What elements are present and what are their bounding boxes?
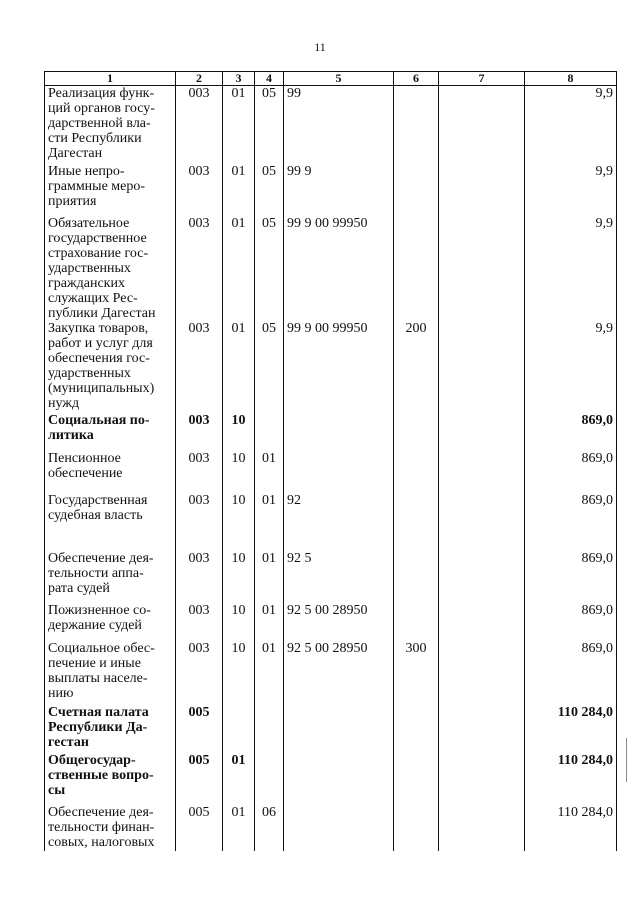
column-7-value — [439, 164, 525, 216]
column-7-value — [439, 451, 525, 493]
ministry-code: 003 — [176, 321, 223, 413]
subsection-code: 01 — [255, 551, 284, 603]
item-name: Счетная палата Республики Да- гестан — [45, 705, 176, 753]
header-col-5: 5 — [284, 72, 394, 86]
ministry-code: 003 — [176, 551, 223, 603]
subsection-code: 05 — [255, 321, 284, 413]
subsection-code: 01 — [255, 603, 284, 641]
table-row — [45, 603, 617, 641]
section-code: 01 — [223, 321, 255, 413]
table-row — [45, 641, 617, 705]
table-row — [45, 705, 617, 753]
margin-mark — [626, 738, 627, 782]
ministry-code: 003 — [176, 164, 223, 216]
section-code: 01 — [223, 753, 255, 805]
amount-value: 9,9 — [525, 321, 617, 413]
subsection-code — [255, 753, 284, 805]
target-article-code: 99 — [284, 86, 394, 165]
ministry-code: 003 — [176, 413, 223, 451]
ministry-code: 005 — [176, 805, 223, 851]
column-7-value — [439, 493, 525, 551]
item-name: Обязательное государственное страхование гос- ударственных гражданских служащих Рес- публики Дагестан — [45, 216, 176, 321]
column-7-value — [439, 641, 525, 705]
item-name: Общегосудар- ственные вопро- сы — [45, 753, 176, 805]
table-row — [45, 164, 617, 216]
column-7-value — [439, 86, 525, 165]
expense-type-code: 200 — [394, 321, 439, 413]
item-name: Иные непро- граммные меро- приятия — [45, 164, 176, 216]
table-row — [45, 805, 617, 851]
expense-type-code — [394, 551, 439, 603]
item-name: Реализация функ- ций органов госу- дарственной вла- сти Республики Дагестан — [45, 86, 176, 165]
amount-value: 869,0 — [525, 641, 617, 705]
table-row — [45, 493, 617, 551]
section-code: 01 — [223, 216, 255, 321]
item-name: Обеспечение дея- тельности финан- совых, налоговых — [45, 805, 176, 851]
expense-type-code — [394, 753, 439, 805]
target-article-code — [284, 413, 394, 451]
header-col-7: 7 — [439, 72, 525, 86]
table-row — [45, 753, 617, 805]
column-7-value — [439, 753, 525, 805]
table-row — [45, 321, 617, 413]
ministry-code: 003 — [176, 641, 223, 705]
column-7-value — [439, 321, 525, 413]
amount-value: 869,0 — [525, 413, 617, 451]
expense-type-code — [394, 493, 439, 551]
ministry-code: 005 — [176, 753, 223, 805]
target-article-code — [284, 705, 394, 753]
table-header-row — [45, 72, 617, 86]
target-article-code — [284, 753, 394, 805]
subsection-code: 05 — [255, 164, 284, 216]
ministry-code: 003 — [176, 451, 223, 493]
section-code: 10 — [223, 493, 255, 551]
amount-value: 869,0 — [525, 603, 617, 641]
column-7-value — [439, 551, 525, 603]
subsection-code: 05 — [255, 86, 284, 165]
column-7-value — [439, 413, 525, 451]
section-code: 10 — [223, 551, 255, 603]
ministry-code: 003 — [176, 216, 223, 321]
budget-table — [44, 71, 617, 851]
expense-type-code — [394, 164, 439, 216]
section-code: 10 — [223, 451, 255, 493]
subsection-code — [255, 705, 284, 753]
amount-value: 9,9 — [525, 164, 617, 216]
column-7-value — [439, 805, 525, 851]
header-col-3: 3 — [223, 72, 255, 86]
target-article-code: 92 5 00 28950 — [284, 641, 394, 705]
expense-type-code: 300 — [394, 641, 439, 705]
table-body — [45, 86, 617, 852]
header-col-6: 6 — [394, 72, 439, 86]
expense-type-code — [394, 805, 439, 851]
expense-type-code — [394, 603, 439, 641]
item-name: Пенсионное обеспечение — [45, 451, 176, 493]
amount-value: 9,9 — [525, 216, 617, 321]
item-name: Закупка товаров, работ и услуг для обеспечения гос- ударственных (муниципальных) нужд — [45, 321, 176, 413]
target-article-code: 92 5 — [284, 551, 394, 603]
amount-value: 869,0 — [525, 551, 617, 603]
subsection-code: 05 — [255, 216, 284, 321]
target-article-code: 99 9 00 99950 — [284, 321, 394, 413]
expense-type-code — [394, 705, 439, 753]
target-article-code: 99 9 00 99950 — [284, 216, 394, 321]
ministry-code: 003 — [176, 603, 223, 641]
expense-type-code — [394, 451, 439, 493]
table-row — [45, 413, 617, 451]
table-row — [45, 551, 617, 603]
amount-value: 9,9 — [525, 86, 617, 165]
column-7-value — [439, 603, 525, 641]
item-name: Пожизненное со- держание судей — [45, 603, 176, 641]
section-code: 01 — [223, 805, 255, 851]
header-col-8: 8 — [525, 72, 617, 86]
subsection-code: 01 — [255, 451, 284, 493]
table-row — [45, 86, 617, 165]
section-code: 01 — [223, 86, 255, 165]
subsection-code: 01 — [255, 493, 284, 551]
column-7-value — [439, 705, 525, 753]
header-col-4: 4 — [255, 72, 284, 86]
item-name: Социальная по- литика — [45, 413, 176, 451]
header-col-2: 2 — [176, 72, 223, 86]
page-number: 11 — [314, 40, 326, 54]
amount-value: 869,0 — [525, 451, 617, 493]
section-code: 01 — [223, 164, 255, 216]
expense-type-code — [394, 216, 439, 321]
item-name: Социальное обес- печение и иные выплаты населе- нию — [45, 641, 176, 705]
ministry-code: 003 — [176, 493, 223, 551]
target-article-code: 92 — [284, 493, 394, 551]
target-article-code — [284, 805, 394, 851]
header-col-1: 1 — [45, 72, 176, 86]
table-row — [45, 216, 617, 321]
amount-value: 110 284,0 — [525, 705, 617, 753]
ministry-code: 005 — [176, 705, 223, 753]
subsection-code: 06 — [255, 805, 284, 851]
section-code: 10 — [223, 413, 255, 451]
target-article-code — [284, 451, 394, 493]
subsection-code — [255, 413, 284, 451]
table-row — [45, 451, 617, 493]
column-7-value — [439, 216, 525, 321]
item-name: Государственная судебная власть — [45, 493, 176, 551]
ministry-code: 003 — [176, 86, 223, 165]
expense-type-code — [394, 413, 439, 451]
amount-value: 869,0 — [525, 493, 617, 551]
section-code: 10 — [223, 641, 255, 705]
amount-value: 110 284,0 — [525, 753, 617, 805]
target-article-code: 99 9 — [284, 164, 394, 216]
item-name: Обеспечение дея- тельности аппа- рата судей — [45, 551, 176, 603]
target-article-code: 92 5 00 28950 — [284, 603, 394, 641]
section-code: 10 — [223, 603, 255, 641]
section-code — [223, 705, 255, 753]
subsection-code: 01 — [255, 641, 284, 705]
amount-value: 110 284,0 — [525, 805, 617, 851]
expense-type-code — [394, 86, 439, 165]
